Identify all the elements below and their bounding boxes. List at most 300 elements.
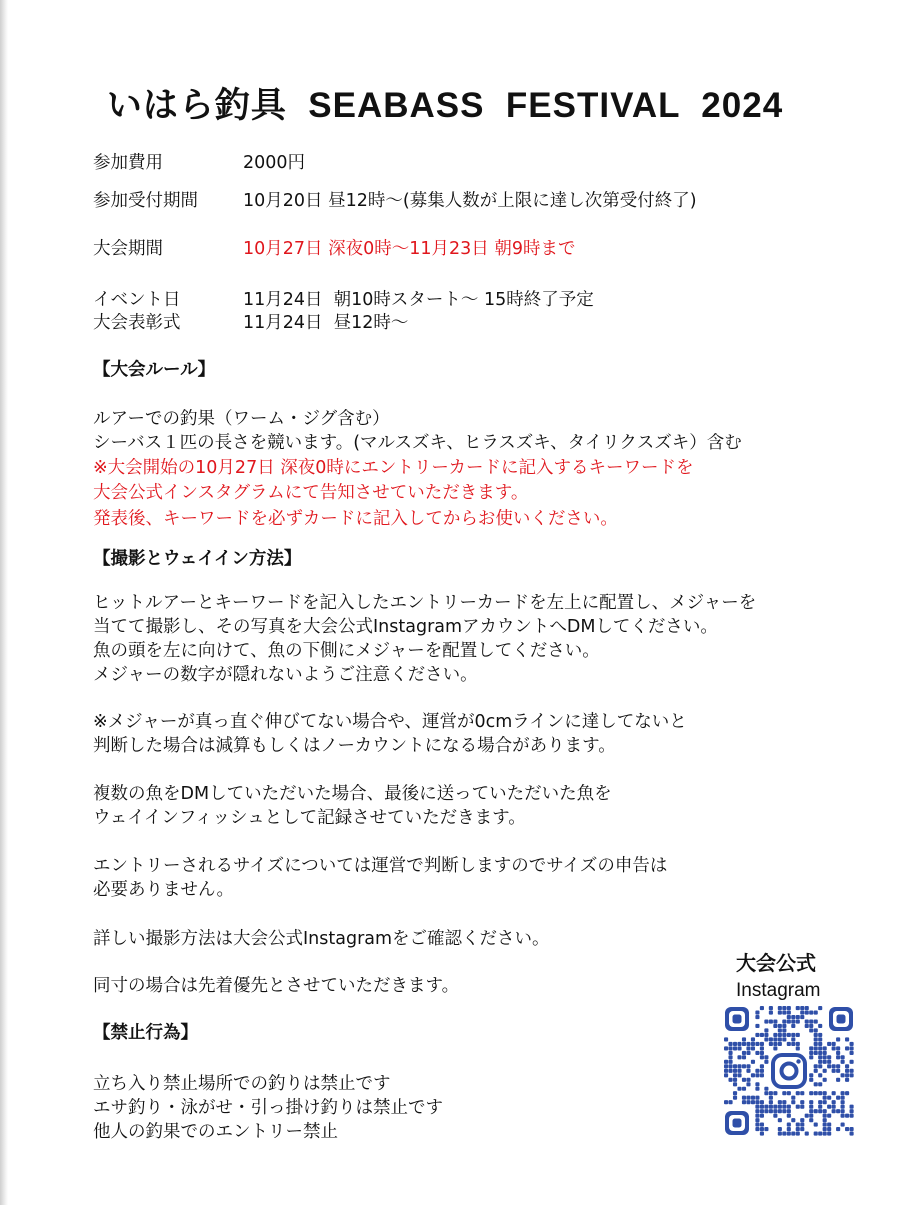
qr-module xyxy=(827,1105,831,1109)
qr-module xyxy=(773,1024,777,1028)
qr-module xyxy=(818,1037,822,1041)
qr-module xyxy=(787,1114,791,1118)
qr-module xyxy=(755,1096,759,1100)
qr-module xyxy=(800,1015,804,1019)
qr-module xyxy=(755,1087,759,1091)
qr-module xyxy=(782,1100,786,1104)
qr-module xyxy=(796,1019,800,1023)
qr-module xyxy=(805,1024,809,1028)
qr-module xyxy=(751,1042,755,1046)
qr-module xyxy=(787,1132,791,1136)
qr-module xyxy=(845,1069,849,1073)
qr-module xyxy=(809,1073,813,1077)
qr-module xyxy=(733,1096,737,1100)
qr-module xyxy=(845,1091,849,1095)
qr-module xyxy=(769,1091,773,1095)
qr-module xyxy=(728,1055,732,1059)
qr-module xyxy=(760,1100,764,1104)
qr-module xyxy=(836,1109,840,1113)
qr-module xyxy=(746,1064,750,1068)
qr-title: 大会公式 xyxy=(736,951,816,975)
instagram-icon xyxy=(770,1052,808,1090)
qr-module xyxy=(836,1051,840,1055)
qr-module xyxy=(773,1037,777,1041)
reception-value: 10月20日 昼12時～(募集人数が上限に達し次第受付終了) xyxy=(243,191,697,211)
instagram-qr-code[interactable] xyxy=(724,1006,854,1136)
qr-module xyxy=(823,1114,827,1118)
qr-module xyxy=(845,1073,849,1077)
qr-module xyxy=(769,1019,773,1023)
qr-module xyxy=(818,1064,822,1068)
qr-module xyxy=(814,1028,818,1032)
qr-finder-top-left xyxy=(725,1007,749,1031)
qr-module xyxy=(809,1028,813,1032)
qr-module xyxy=(760,1042,764,1046)
qr-module xyxy=(818,1105,822,1109)
qr-module xyxy=(809,1046,813,1050)
qr-module xyxy=(850,1109,854,1113)
qr-module xyxy=(827,1060,831,1064)
qr-module xyxy=(823,1055,827,1059)
rules-notice-2: 大会公式インスタグラムにて告知させていただきます。 xyxy=(93,483,529,503)
qr-module xyxy=(818,1024,822,1028)
qr-module xyxy=(728,1100,732,1104)
qr-module xyxy=(773,1109,777,1113)
qr-module xyxy=(751,1037,755,1041)
qr-module xyxy=(823,1091,827,1095)
qr-module xyxy=(764,1105,768,1109)
qr-module xyxy=(850,1069,854,1073)
qr-module xyxy=(742,1078,746,1082)
qr-module xyxy=(728,1078,732,1082)
qr-module xyxy=(845,1037,849,1041)
award-label: 大会表彰式 xyxy=(93,313,181,333)
qr-module xyxy=(814,1019,818,1023)
reception-row xyxy=(93,190,697,213)
qr-module xyxy=(742,1042,746,1046)
qr-module xyxy=(746,1042,750,1046)
qr-module xyxy=(755,1105,759,1109)
qr-module xyxy=(850,1073,854,1077)
qr-module xyxy=(724,1060,728,1064)
qr-module xyxy=(823,1051,827,1055)
qr-module xyxy=(827,1055,831,1059)
event-label: イベント日 xyxy=(93,290,181,310)
qr-module xyxy=(809,1078,813,1082)
qr-module xyxy=(764,1055,768,1059)
qr-module xyxy=(755,1109,759,1113)
qr-module xyxy=(809,1118,813,1122)
qr-module xyxy=(791,1019,795,1023)
qr-module xyxy=(782,1019,786,1023)
qr-module xyxy=(773,1042,777,1046)
qr-module xyxy=(823,1118,827,1122)
qr-module xyxy=(773,1046,777,1050)
qr-module xyxy=(827,1114,831,1118)
qr-module xyxy=(737,1064,741,1068)
qr-module xyxy=(755,1123,759,1127)
qr-module xyxy=(818,1046,822,1050)
qr-module xyxy=(764,1060,768,1064)
qr-module xyxy=(746,1051,750,1055)
qr-module xyxy=(814,1010,818,1014)
qr-module xyxy=(836,1096,840,1100)
weigh-text-3: 魚の頭を左に向けて、魚の下側にメジャーを配置してください。 xyxy=(93,641,600,661)
qr-module xyxy=(850,1132,854,1136)
qr-module xyxy=(787,1010,791,1014)
qr-module xyxy=(818,1060,822,1064)
rules-notice-3: 発表後、キーワードを必ずカードに記入してからお使いください。 xyxy=(93,509,618,529)
rules-line-2: シーバス１匹の長さを競います。(マルスズキ、ヒラスズキ、タイリクスズキ）含む xyxy=(93,433,742,453)
qr-module xyxy=(760,1064,764,1068)
weigh-text-11: 詳しい撮影方法は大会公式Instagramをご確認ください。 xyxy=(93,929,550,949)
qr-module xyxy=(782,1132,786,1136)
qr-module xyxy=(787,1105,791,1109)
qr-module xyxy=(760,1073,764,1077)
qr-module xyxy=(728,1051,732,1055)
qr-module xyxy=(769,1042,773,1046)
qr-module xyxy=(850,1051,854,1055)
qr-module xyxy=(778,1033,782,1037)
qr-module xyxy=(764,1037,768,1041)
qr-module xyxy=(746,1069,750,1073)
qr-module xyxy=(769,1105,773,1109)
qr-module xyxy=(778,1109,782,1113)
qr-module xyxy=(764,1091,768,1095)
qr-module xyxy=(809,1055,813,1059)
qr-module xyxy=(778,1028,782,1032)
qr-module xyxy=(791,1132,795,1136)
weigh-text-5: ※メジャーが真っ直ぐ伸びてない場合や、運営が0cmラインに達してないと xyxy=(93,712,687,732)
qr-module xyxy=(787,1033,791,1037)
qr-module xyxy=(841,1055,845,1059)
qr-module xyxy=(787,1015,791,1019)
qr-module xyxy=(827,1064,831,1068)
qr-module xyxy=(778,1132,782,1136)
qr-module xyxy=(760,1123,764,1127)
qr-module xyxy=(809,1109,813,1113)
qr-module xyxy=(728,1064,732,1068)
qr-module xyxy=(760,1046,764,1050)
qr-module xyxy=(787,1042,791,1046)
qr-module xyxy=(832,1105,836,1109)
qr-module xyxy=(782,1091,786,1095)
qr-module xyxy=(778,1100,782,1104)
qr-module xyxy=(800,1006,804,1010)
qr-module xyxy=(791,1024,795,1028)
qr-module xyxy=(787,1109,791,1113)
qr-module xyxy=(746,1082,750,1086)
qr-module xyxy=(818,1006,822,1010)
qr-module xyxy=(787,1127,791,1131)
qr-module xyxy=(809,1024,813,1028)
qr-module xyxy=(823,1109,827,1113)
qr-module xyxy=(818,1055,822,1059)
qr-module xyxy=(769,1100,773,1104)
qr-module xyxy=(841,1105,845,1109)
qr-module xyxy=(850,1046,854,1050)
qr-module xyxy=(814,1091,818,1095)
qr-module xyxy=(814,1037,818,1041)
qr-module xyxy=(814,1046,818,1050)
qr-module xyxy=(760,1051,764,1055)
qr-module xyxy=(728,1060,732,1064)
weigh-text-4: メジャーの数字が隠れないようご注意ください。 xyxy=(93,665,478,685)
qr-module xyxy=(724,1073,728,1077)
qr-module xyxy=(818,1051,822,1055)
qr-module xyxy=(760,1033,764,1037)
qr-module xyxy=(737,1087,741,1091)
qr-module xyxy=(796,1091,800,1095)
qr-module xyxy=(737,1046,741,1050)
qr-module xyxy=(773,1114,777,1118)
qr-module xyxy=(836,1037,840,1041)
qr-module xyxy=(728,1046,732,1050)
qr-module xyxy=(773,1105,777,1109)
qr-module xyxy=(760,1127,764,1131)
qr-module xyxy=(769,1096,773,1100)
qr-module xyxy=(805,1132,809,1136)
qr-module xyxy=(841,1100,845,1104)
qr-module xyxy=(800,1100,804,1104)
qr-module xyxy=(814,1082,818,1086)
qr-module xyxy=(746,1096,750,1100)
qr-module xyxy=(823,1127,827,1131)
qr-module xyxy=(724,1069,728,1073)
qr-module xyxy=(841,1123,845,1127)
qr-module xyxy=(814,1064,818,1068)
qr-module xyxy=(733,1073,737,1077)
qr-module xyxy=(818,1109,822,1113)
qr-module xyxy=(814,1123,818,1127)
qr-module xyxy=(805,1006,809,1010)
qr-module xyxy=(787,1019,791,1023)
qr-module xyxy=(733,1082,737,1086)
qr-module xyxy=(805,1114,809,1118)
qr-module xyxy=(773,1091,777,1095)
qr-module xyxy=(841,1109,845,1113)
qr-module xyxy=(796,1132,800,1136)
qr-module xyxy=(814,1132,818,1136)
qr-module xyxy=(755,1010,759,1014)
qr-module xyxy=(809,1051,813,1055)
qr-module xyxy=(755,1024,759,1028)
qr-module xyxy=(773,1019,777,1023)
qr-module xyxy=(733,1069,737,1073)
qr-module xyxy=(845,1078,849,1082)
weigh-text-7: 複数の魚をDMしていただいた場合、最後に送っていただいた魚を xyxy=(93,784,612,804)
qr-module xyxy=(836,1055,840,1059)
qr-module xyxy=(818,1091,822,1095)
qr-module xyxy=(742,1064,746,1068)
qr-module xyxy=(814,1109,818,1113)
qr-module xyxy=(764,1019,768,1023)
qr-module xyxy=(850,1042,854,1046)
qr-module xyxy=(814,1033,818,1037)
qr-module xyxy=(827,1127,831,1131)
weigh-text-2: 当てて撮影し、その写真を大会公式InstagramアカウントへDMしてください。 xyxy=(93,617,718,637)
qr-module xyxy=(778,1010,782,1014)
qr-module xyxy=(791,1033,795,1037)
qr-module xyxy=(733,1064,737,1068)
qr-module xyxy=(746,1100,750,1104)
qr-module xyxy=(827,1042,831,1046)
qr-module xyxy=(760,1109,764,1113)
qr-module xyxy=(760,1132,764,1136)
qr-module xyxy=(733,1042,737,1046)
qr-module xyxy=(746,1046,750,1050)
qr-module xyxy=(755,1118,759,1122)
fee-label: 参加費用 xyxy=(93,153,163,173)
qr-module xyxy=(737,1055,741,1059)
qr-module xyxy=(796,1105,800,1109)
qr-module xyxy=(796,1033,800,1037)
qr-module xyxy=(742,1087,746,1091)
qr-module xyxy=(805,1010,809,1014)
qr-module xyxy=(800,1105,804,1109)
qr-module xyxy=(832,1091,836,1095)
qr-module xyxy=(724,1064,728,1068)
qr-module xyxy=(760,1055,764,1059)
qr-module xyxy=(818,1132,822,1136)
qr-module xyxy=(787,1006,791,1010)
qr-module xyxy=(760,1069,764,1073)
qr-module xyxy=(782,1109,786,1113)
qr-module xyxy=(728,1042,732,1046)
qr-module xyxy=(787,1123,791,1127)
qr-module xyxy=(836,1078,840,1082)
qr-module xyxy=(827,1132,831,1136)
qr-module xyxy=(751,1100,755,1104)
qr-module xyxy=(796,1046,800,1050)
qr-module xyxy=(778,1105,782,1109)
qr-module xyxy=(850,1114,854,1118)
qr-module xyxy=(800,1123,804,1127)
period-label: 大会期間 xyxy=(93,239,163,259)
qr-module xyxy=(823,1132,827,1136)
qr-module xyxy=(809,1019,813,1023)
qr-module xyxy=(778,1127,782,1131)
qr-finder-bottom-left xyxy=(725,1111,749,1135)
qr-module xyxy=(823,1096,827,1100)
reception-label: 参加受付期間 xyxy=(93,191,198,211)
qr-module xyxy=(769,1006,773,1010)
qr-module xyxy=(751,1060,755,1064)
weigh-text-10: 必要ありません。 xyxy=(93,880,235,900)
qr-module xyxy=(755,1069,759,1073)
qr-module xyxy=(782,1028,786,1032)
qr-module xyxy=(841,1096,845,1100)
qr-module xyxy=(764,1127,768,1131)
qr-module xyxy=(845,1064,849,1068)
qr-module xyxy=(742,1096,746,1100)
rules-notice-1: ※大会開始の10月27日 深夜0時にエントリーカードに記入するキーワードを xyxy=(93,458,694,478)
qr-module xyxy=(818,1033,822,1037)
prohibited-item-2: エサ釣り・泳がせ・引っ掛け釣りは禁止です xyxy=(93,1098,443,1118)
event-value: 11月24日 朝10時スタート～ 15時終了予定 xyxy=(243,290,594,310)
qr-module xyxy=(841,1073,845,1077)
prohibited-item-3: 他人の釣果でのエントリー禁止 xyxy=(93,1122,338,1142)
qr-module xyxy=(742,1100,746,1104)
page-edge-shadow xyxy=(0,0,8,1205)
qr-module xyxy=(787,1091,791,1095)
qr-module xyxy=(791,1042,795,1046)
qr-module xyxy=(818,1042,822,1046)
prohibited-heading: 【禁止行為】 xyxy=(93,1023,198,1043)
qr-module xyxy=(724,1046,728,1050)
qr-module xyxy=(746,1078,750,1082)
qr-module xyxy=(818,1073,822,1077)
qr-module xyxy=(791,1096,795,1100)
qr-module xyxy=(778,1042,782,1046)
qr-module xyxy=(836,1069,840,1073)
qr-module xyxy=(814,1042,818,1046)
qr-module xyxy=(796,1015,800,1019)
qr-module xyxy=(769,1037,773,1041)
qr-module xyxy=(733,1091,737,1095)
qr-module xyxy=(832,1069,836,1073)
qr-module xyxy=(841,1114,845,1118)
qr-module xyxy=(823,1060,827,1064)
qr-module xyxy=(832,1100,836,1104)
qr-module xyxy=(823,1100,827,1104)
qr-module xyxy=(755,1042,759,1046)
qr-module xyxy=(800,1127,804,1131)
qr-module xyxy=(782,1105,786,1109)
qr-module xyxy=(733,1078,737,1082)
qr-module xyxy=(845,1046,849,1050)
award-value: 11月24日 昼12時～ xyxy=(243,313,409,333)
qr-module xyxy=(760,1105,764,1109)
qr-module xyxy=(836,1064,840,1068)
qr-module xyxy=(845,1114,849,1118)
qr-module xyxy=(742,1055,746,1059)
qr-module xyxy=(764,1109,768,1113)
qr-module xyxy=(778,1118,782,1122)
qr-module xyxy=(755,1051,759,1055)
qr-module xyxy=(850,1105,854,1109)
qr-module xyxy=(809,1010,813,1014)
weigh-text-8: ウェイインフィッシュとして記録させていただきます。 xyxy=(93,808,526,828)
prohibited-item-1: 立ち入り禁止場所での釣りは禁止です xyxy=(93,1074,391,1094)
qr-module xyxy=(769,1010,773,1014)
qr-module xyxy=(737,1073,741,1077)
qr-module xyxy=(827,1096,831,1100)
weigh-text-6: 判断した場合は減算もしくはノーカウントになる場合があります。 xyxy=(93,736,616,756)
qr-module xyxy=(755,1073,759,1077)
qr-module xyxy=(724,1037,728,1041)
qr-module xyxy=(751,1096,755,1100)
qr-module xyxy=(733,1046,737,1050)
qr-module xyxy=(809,1091,813,1095)
qr-module xyxy=(778,1024,782,1028)
qr-module xyxy=(728,1069,732,1073)
qr-module xyxy=(796,1042,800,1046)
qr-module xyxy=(832,1064,836,1068)
qr-module xyxy=(818,1100,822,1104)
qr-module xyxy=(809,1114,813,1118)
qr-module xyxy=(764,1033,768,1037)
qr-module xyxy=(724,1100,728,1104)
qr-module xyxy=(755,1082,759,1086)
qr-module xyxy=(823,1069,827,1073)
qr-module xyxy=(814,1051,818,1055)
page-title: いはら釣具 SEABASS FESTIVAL 2024 xyxy=(106,86,784,125)
qr-module xyxy=(773,1033,777,1037)
fee-row xyxy=(93,152,305,175)
event-row xyxy=(93,289,594,312)
qr-module xyxy=(791,1015,795,1019)
